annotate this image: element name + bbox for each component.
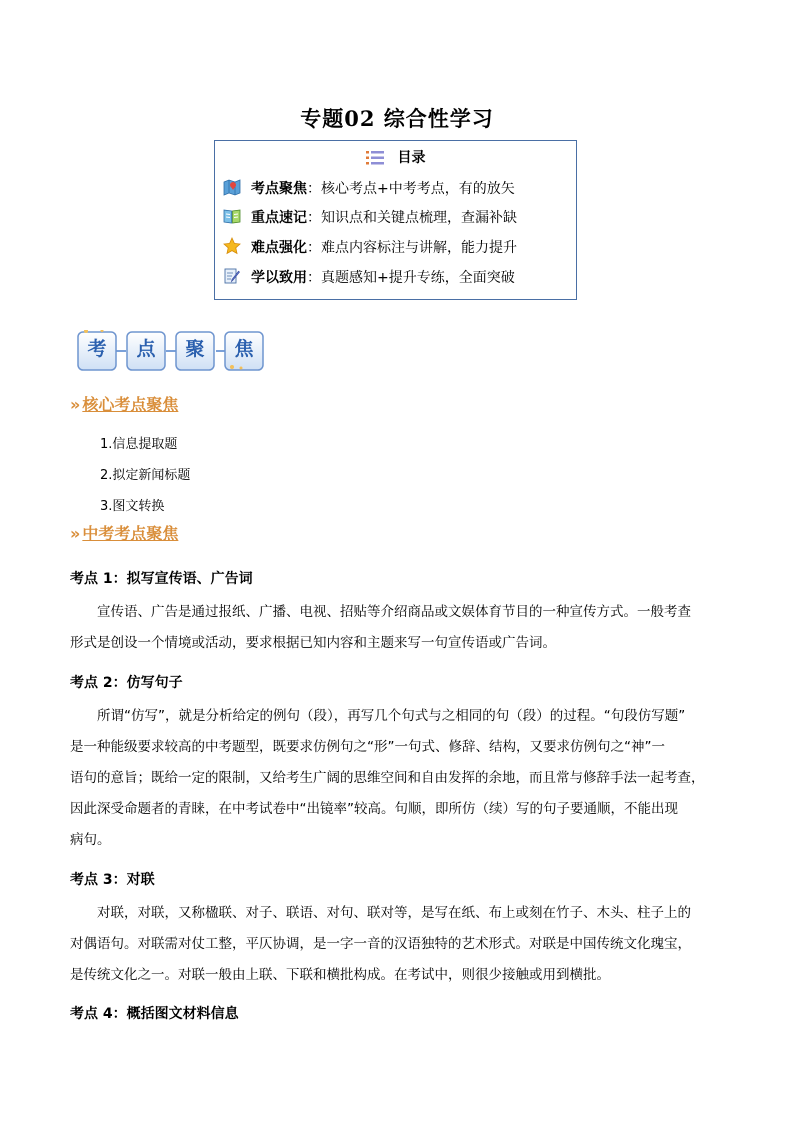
- toc-item-1: [223, 178, 515, 199]
- toc-item-key: 考点聚焦: [251, 181, 307, 197]
- core-item-1: 1.信息提取题: [100, 437, 178, 452]
- toc-item-3: [223, 237, 517, 258]
- toc-item-key: 难点强化: [251, 240, 307, 256]
- banner-char-1: 考: [87, 338, 107, 360]
- toc-item-sep: ：: [307, 240, 321, 256]
- banner-char-3: 聚: [185, 338, 205, 360]
- point-2-paragraph: [70, 701, 730, 856]
- paragraph-line: 对联，对联，又称楹联、对子、联语、对句、联对等，是写在纸、布上或刻在竹子、木头、柱子上的: [97, 905, 691, 921]
- toc-heading-text: 目录: [397, 150, 426, 166]
- list-icon: [366, 151, 384, 165]
- toc-item-key: 重点速记: [251, 210, 307, 226]
- paragraph-line: 对偶语句。对联需对仗工整，平仄协调，是一字一音的汉语独特的艺术形式。对联是中国传统文化瑰宝，: [70, 936, 691, 952]
- toc-item-key: 学以致用: [251, 270, 307, 286]
- paragraph-line: 形式是创设一个情境或活动，要求根据已知内容和主题来写一句宣传语或广告词。: [70, 635, 556, 651]
- toc-item-desc: 真题感知+提升专练，全面突破: [321, 270, 515, 286]
- banner-char-4: 焦: [234, 338, 254, 360]
- banner-char-2: 点: [136, 338, 156, 360]
- toc-item-desc: 知识点和关键点梳理，查漏补缺: [321, 210, 517, 226]
- core-item-3: 3.图文转换: [100, 499, 165, 514]
- paragraph-line: 宣传语、广告是通过报纸、广播、电视、招贴等介绍商品或文娱体育节目的一种宣传方式。一般考查: [97, 604, 691, 620]
- point-3-paragraph: [70, 898, 730, 991]
- paragraph-line: 是一种能级要求较高的中考题型，既要求仿例句之“形”一句式、修辞、结构，又要求仿例句之“神”一: [70, 739, 665, 755]
- toc-item-2: [223, 207, 517, 228]
- section-banner: [76, 330, 266, 372]
- paragraph-line: 是传统文化之一。对联一般由上联、下联和横批构成。在考试中，则很少接触或用到横批。: [70, 967, 610, 983]
- paragraph-line: 所谓“仿写”，就是分析给定的例句（段），再写几个句式与之相同的句（段）的过程。“句段仿写题”: [97, 708, 686, 724]
- map-icon: [223, 178, 241, 196]
- paragraph-line: 因此深受命题者的青睐，在中考试卷中“出镜率”较高。句顺，即所仿（续）写的句子要通顺，不能出现: [70, 801, 678, 817]
- toc-item-desc: 核心考点+中考考点，有的放矢: [321, 181, 515, 197]
- pencil-icon: [223, 267, 241, 285]
- double-chevron-icon: »: [70, 524, 81, 543]
- toc-item-4: [223, 267, 515, 288]
- core-heading-text: 核心考点聚焦: [82, 395, 179, 414]
- toc-item-desc: 难点内容标注与讲解，能力提升: [321, 240, 517, 256]
- toc-heading: [215, 147, 576, 167]
- paragraph-line: 病句。: [70, 832, 111, 848]
- point-1-title: 考点 1：拟写宣传语、广告词: [70, 571, 253, 587]
- table-of-contents: [214, 140, 577, 300]
- paragraph-line: 语句的意旨；既给一定的限制，又给考生广阔的思维空间和自由发挥的余地，而且常与修辞手法一起考查，: [70, 770, 705, 786]
- core-item-2: 2.拟定新闻标题: [100, 468, 191, 483]
- book-icon: [223, 207, 241, 225]
- point-3-title: 考点 3：对联: [70, 872, 155, 888]
- star-icon: [223, 237, 241, 255]
- toc-item-sep: ：: [307, 210, 321, 226]
- zhongkao-heading-text: 中考考点聚焦: [82, 524, 179, 543]
- point-1-paragraph: [70, 597, 730, 659]
- toc-item-sep: ：: [307, 181, 321, 197]
- page-title: 专题02 综合性学习: [300, 106, 494, 131]
- core-section-heading: [70, 392, 178, 415]
- zhongkao-section-heading: [70, 521, 178, 544]
- toc-item-sep: ：: [307, 270, 321, 286]
- point-4-title: 考点 4：概括图文材料信息: [70, 1006, 239, 1022]
- double-chevron-icon: »: [70, 395, 81, 414]
- point-2-title: 考点 2：仿写句子: [70, 675, 183, 691]
